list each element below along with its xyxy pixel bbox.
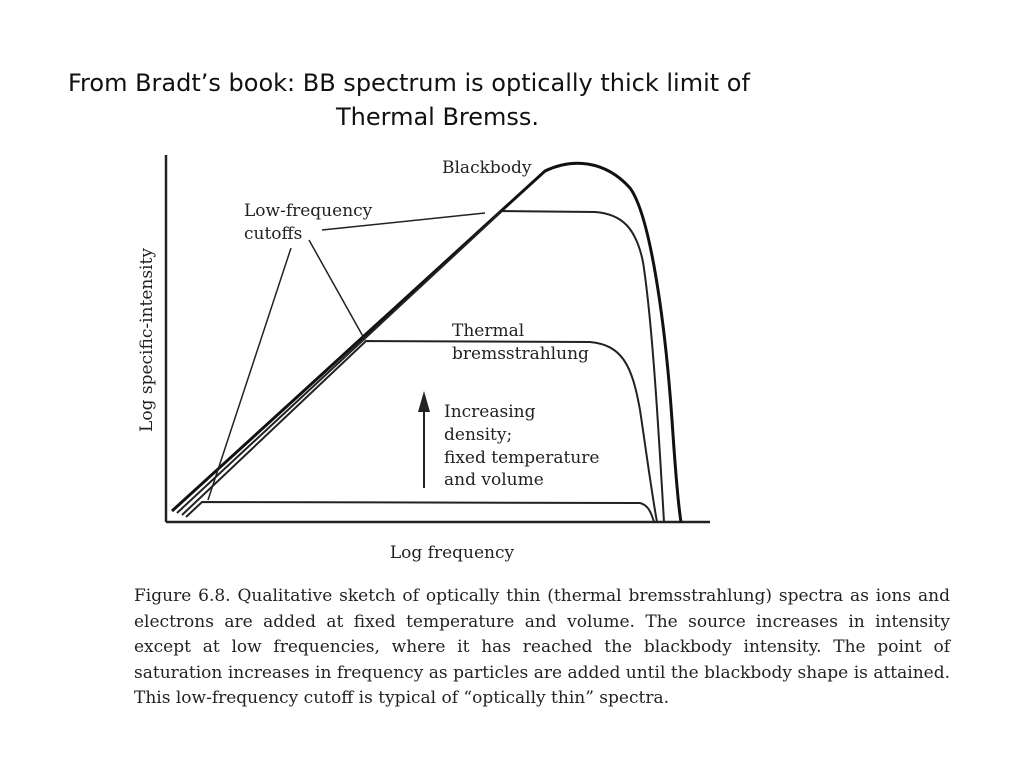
density-label: density; xyxy=(444,425,513,445)
cutoffs-label: cutoffs xyxy=(244,224,303,244)
high-density-spectrum xyxy=(177,211,664,522)
blackbody-label: Blackbody xyxy=(442,158,532,178)
y-axis-label: Log specific-intensity xyxy=(137,248,157,432)
leader-line-middle xyxy=(309,240,365,340)
density-arrow-head xyxy=(418,391,430,412)
thermal-label: Thermal xyxy=(452,321,525,341)
leader-line-bottom xyxy=(208,248,291,500)
low-density-spectrum xyxy=(186,502,654,522)
title-line-2: Thermal Bremss. xyxy=(336,103,540,131)
fixed-temperature-label: fixed temperature xyxy=(444,448,600,468)
figure-caption: Figure 6.8. Qualitative sketch of optically thin (thermal bremsstrahlung) spectra as ions and electrons are added at fixed temperature and volume. The source increases in intensity except at low frequencies, where it has reached the blackbody intensity. The point of saturation increases in frequency as particles are added until the blackbody shape is attained. This low-frequency cutoff is typical of “optically thin” spectra. xyxy=(134,586,950,709)
title-line-1: From Bradt’s book: BB spectrum is optically thick limit of xyxy=(68,69,750,97)
increasing-label: Increasing xyxy=(444,402,536,422)
medium-density-spectrum xyxy=(182,341,657,522)
bremsstrahlung-label: bremsstrahlung xyxy=(452,344,589,364)
low-frequency-label: Low-frequency xyxy=(244,201,373,221)
and-volume-label: and volume xyxy=(444,470,544,490)
x-axis-label: Log frequency xyxy=(389,543,515,563)
